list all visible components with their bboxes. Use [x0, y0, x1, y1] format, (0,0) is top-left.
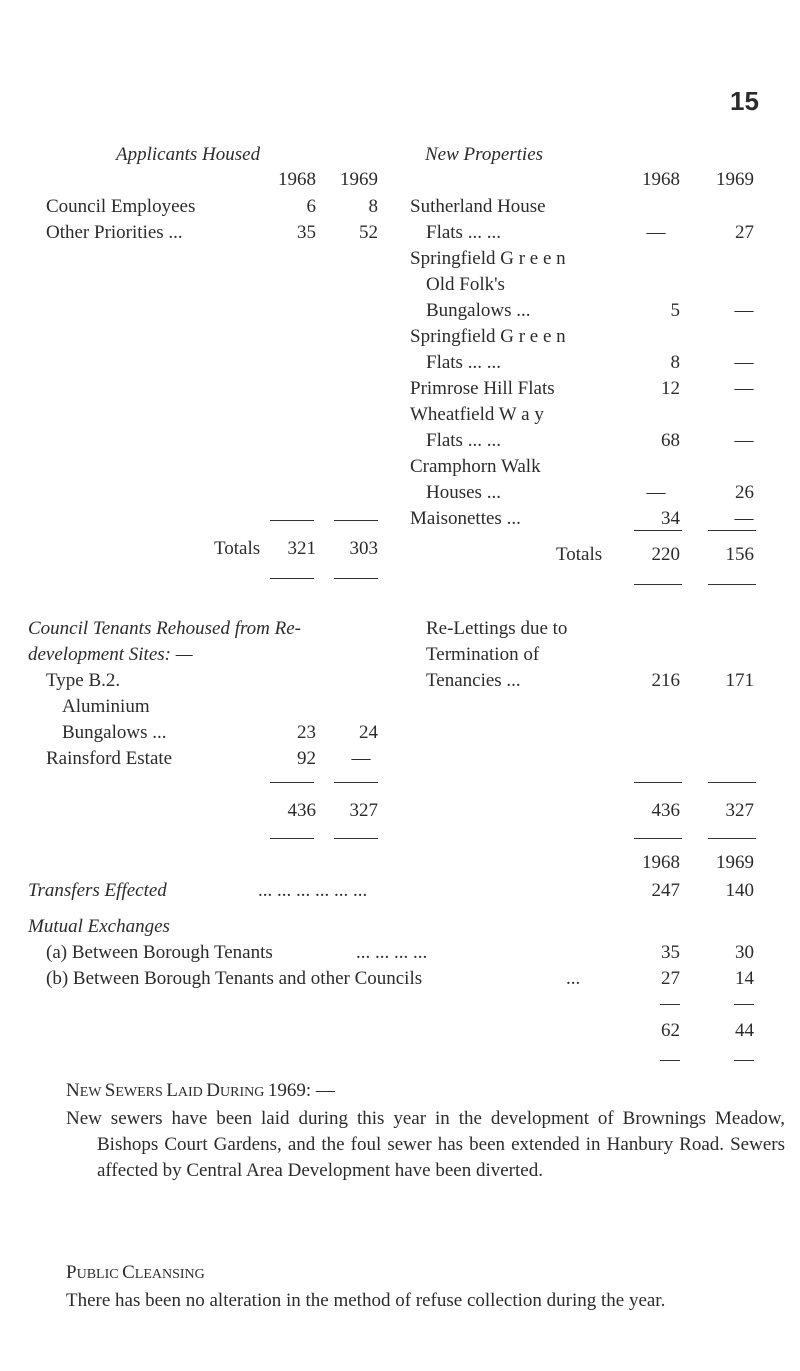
rehoused-line: Rainsford Estate: [46, 748, 173, 769]
new-properties-total-rule: [708, 584, 756, 585]
rehoused-total-rule: [270, 782, 314, 783]
new-properties-1968: —: [646, 222, 666, 243]
mutual-total-rule: [660, 1004, 680, 1005]
relettings-line: Termination of: [426, 644, 540, 665]
sewers-heading: NEW SEWERS LAID DURING 1969: —: [66, 1080, 335, 1101]
new-properties-line: Cramphorn Walk: [410, 456, 541, 477]
rehoused-total-rule: [270, 838, 314, 839]
new-properties-total-rule: [708, 530, 756, 531]
applicants-total-rule: [334, 578, 378, 579]
applicants-total-rule: [334, 520, 378, 521]
rehoused-title: Council Tenants Rehoused from Re-: [28, 618, 302, 639]
mutual-total-1969: 44: [735, 1020, 754, 1041]
new-properties-1969: —: [734, 430, 754, 451]
new-properties-1969: —: [734, 300, 754, 321]
new-properties-total-rule: [634, 584, 682, 585]
new-properties-1969: —: [734, 378, 754, 399]
new-properties-year-1969: 1969: [716, 169, 754, 190]
applicants-row-1969: 8: [368, 196, 378, 217]
new-properties-1968: 8: [670, 352, 680, 373]
new-properties-line: Wheatfield W a y: [410, 404, 544, 425]
relettings-total-1968: 436: [651, 800, 680, 821]
new-properties-1968: 68: [661, 430, 680, 451]
relettings-total-1969: 327: [725, 800, 754, 821]
new-properties-line: Springfield G r e e n: [410, 248, 566, 269]
relettings-1968: 216: [651, 670, 680, 691]
rehoused-line: Aluminium: [62, 696, 150, 717]
rehoused-total-1969: 327: [349, 800, 378, 821]
applicants-row-label: Other Priorities ...: [46, 222, 183, 243]
rehoused-total-rule: [334, 838, 378, 839]
applicants-total-rule: [270, 578, 314, 579]
mutual-row-1969: 14: [735, 968, 754, 989]
page-number: 15: [730, 86, 759, 116]
transfers-1969: 140: [725, 880, 754, 901]
new-properties-line: Flats ... ...: [426, 352, 501, 373]
transfers-year-1968: 1968: [642, 852, 680, 873]
rehoused-1969: 24: [359, 722, 378, 743]
new-properties-title: New Properties: [425, 144, 544, 165]
sewers-paragraph: New sewers have been laid during this year in the development of Brownings Meadow, Bishops Court Gardens, and the foul sewer has been extended in Hanbury Road. Sewers affected by Central Area Development have been diverted.: [66, 1108, 785, 1181]
applicants-total-1969: 303: [349, 538, 378, 559]
relettings-1969: 171: [725, 670, 754, 691]
new-properties-totals-label: Totals: [556, 544, 603, 565]
mutual-total-rule: [734, 1060, 754, 1061]
new-properties-line: Flats ... ...: [426, 430, 501, 451]
relettings-total-rule: [634, 782, 682, 783]
relettings-line: Tenancies ...: [426, 670, 521, 691]
mutual-row-1969: 30: [735, 942, 754, 963]
transfers-leaders: ... ... ... ... ... ...: [258, 880, 368, 901]
applicants-row-1969: 52: [359, 222, 378, 243]
rehoused-1968: 92: [297, 748, 316, 769]
mutual-row-1968: 27: [661, 968, 680, 989]
cleansing-paragraph: There has been no alteration in the method of refuse collection during the year.: [66, 1290, 666, 1311]
transfers-year-1969: 1969: [716, 852, 754, 873]
mutual-total-rule: [660, 1060, 680, 1061]
new-properties-1968: 34: [661, 508, 680, 529]
applicants-year-1968: 1968: [278, 169, 316, 190]
relettings-total-rule: [708, 782, 756, 783]
new-properties-line: Maisonettes ...: [410, 508, 521, 529]
mutual-total-rule: [734, 1004, 754, 1005]
applicants-total-1968: 321: [287, 538, 316, 559]
applicants-row-label: Council Employees: [46, 196, 196, 217]
new-properties-1969: 27: [735, 222, 754, 243]
new-properties-total-1968: 220: [651, 544, 680, 565]
mutual-row-label: (b) Between Borough Tenants and other Councils: [46, 968, 423, 989]
mutual-total-1968: 62: [661, 1020, 680, 1041]
mutual-row-leaders: ...: [566, 968, 581, 989]
new-properties-1969: —: [734, 352, 754, 373]
relettings-line: Re-Lettings due to: [426, 618, 568, 639]
new-properties-line: Old Folk's: [426, 274, 505, 295]
applicants-row-1968: 35: [297, 222, 316, 243]
applicants-housed-title: Applicants Housed: [116, 144, 261, 165]
rehoused-1969: —: [351, 748, 371, 769]
transfers-label: Transfers Effected: [28, 880, 167, 901]
new-properties-line: Flats ... ...: [426, 222, 501, 243]
new-properties-line: Primrose Hill Flats: [410, 378, 555, 399]
mutual-row-label: (a) Between Borough Tenants: [46, 942, 273, 963]
mutual-row-leaders: ... ... ... ...: [356, 942, 428, 963]
new-properties-total-rule: [634, 530, 682, 531]
rehoused-total-1968: 436: [287, 800, 316, 821]
applicants-total-rule: [270, 520, 314, 521]
applicants-totals-label: Totals: [214, 538, 261, 559]
new-properties-1969: —: [734, 508, 754, 529]
new-properties-1968: 5: [670, 300, 680, 321]
transfers-1968: 247: [651, 880, 680, 901]
applicants-year-1969: 1969: [340, 169, 378, 190]
rehoused-total-rule: [334, 782, 378, 783]
new-properties-line: Springfield G r e e n: [410, 326, 566, 347]
new-properties-year-1968: 1968: [642, 169, 680, 190]
rehoused-line: Type B.2.: [46, 670, 121, 691]
rehoused-title: development Sites: —: [28, 644, 193, 665]
new-properties-total-1969: 156: [725, 544, 754, 565]
applicants-row-1968: 6: [306, 196, 316, 217]
new-properties-1969: 26: [735, 482, 754, 503]
new-properties-line: Sutherland House: [410, 196, 546, 217]
cleansing-heading: PUBLIC CLEANSING: [66, 1262, 205, 1283]
new-properties-1968: —: [646, 482, 666, 503]
relettings-total-rule: [708, 838, 756, 839]
new-properties-line: Houses ...: [426, 482, 501, 503]
new-properties-line: Bungalows ...: [426, 300, 531, 321]
mutual-exchanges-title: Mutual Exchanges: [28, 916, 170, 937]
rehoused-line: Bungalows ...: [62, 722, 167, 743]
new-properties-1968: 12: [661, 378, 680, 399]
mutual-row-1968: 35: [661, 942, 680, 963]
relettings-total-rule: [634, 838, 682, 839]
rehoused-1968: 23: [297, 722, 316, 743]
